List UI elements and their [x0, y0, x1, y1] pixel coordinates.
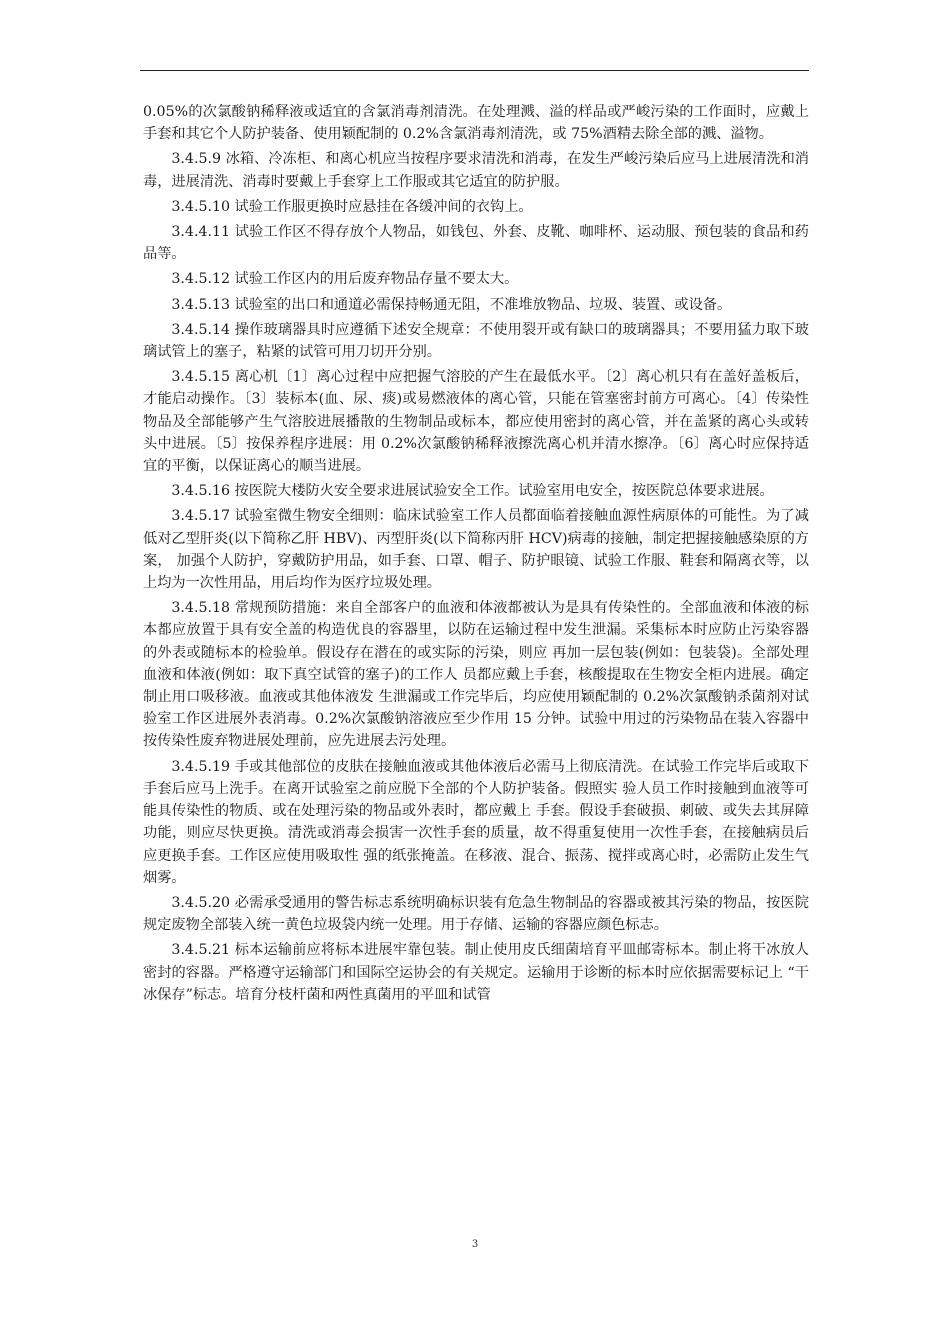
body-text: [143, 101, 809, 1009]
paragraph-3-4-5-17: 3.4.5.17 试验室微生物安全细则：临床试验室工作人员都面临着接触血源性病原体的可能性。为了减低对乙型肝炎(以下简称乙肝 HBV)、丙型肝炎(以下简称丙肝 HCV)病毒的接触，制定把握接触感染原的方案， 加强个人防护，穿戴防护用品，如手套、口罩、帽子、防护眼镜、试验工作服、鞋套和隔离衣等，以上均为一次性用品，用后均作为医疗垃圾处理。: [143, 508, 809, 592]
paragraph-3-4-5-9: 3.4.5.9 冰箱、冷冻柜、和离心机应当按程序要求清洗和消毒，在发生严峻污染后应马上进展清洗和消毒，进展清洗、消毒时要戴上手套穿上工作服或其它适宜的防护服。: [143, 151, 809, 190]
paragraph-3-4-5-19: 3.4.5.19 手或其他部位的皮肤在接触血液或其他体液后必需马上彻底清洗。在试验工作完毕后或取下手套后应马上洗手。在离开试验室之前应脱下全部的个人防护装备。假照实 验人员工作时接触到血液等可能具传染性的物质、或在处理污染的物品或外表时，都应戴上 手套。假设手套破损、刺破、或失去其屏障功能，则应尽快更换。清洗或消毒会损害一次性手套的质量，故不得重复使用一次性手套，在接触病员后应更换手套。工作区应使用吸取性 强的纸张掩盖。在移液、混合、振荡、搅拌或离心时，必需防止发生气烟雾。: [143, 758, 809, 886]
paragraph-3-4-5-21: 3.4.5.21 标本运输前应将标本进展牢靠包装。制止使用皮氏细菌培育平皿邮寄标本。制止将干冰放人密封的容器。严格遵守运输部门和国际空运协会的有关规定。运输用于诊断的标本时应依据需要标记上 “干冰保存”标志。培育分枝杆菌和两性真菌用的平皿和试管: [143, 942, 809, 1003]
header-rule: [140, 70, 809, 71]
paragraph-continued: 0.05%的次氯酸钠稀释液或适宜的含氯消毒剂清洗。在处理溅、溢的样品或严峻污染的工作面时，应戴上手套和其它个人防护装备、使用颖配制的 0.2%含氯消毒剂清洗，或 75%酒精去除全部的溅、溢物。: [143, 104, 809, 143]
paragraph-3-4-5-14: 3.4.5.14 操作玻璃器具时应遵循下述安全规章：不使用裂开或有缺口的玻璃器具；不要用猛力取下玻璃试管上的塞子，粘紧的试管可用刀切开分别。: [143, 321, 809, 361]
paragraph-3-4-5-10: 3.4.5.10 试验工作服更换时应悬挂在各缓冲间的衣钩上。: [171, 198, 533, 215]
paragraph-3-4-5-18: 3.4.5.18 常规预防措施：来自全部客户的血液和体液都被认为是具有传染性的。全部血液和体液的标本都应放置于具有安全盖的构造优良的容器里，以防在运输过程中发生泄漏。采集标本时应防止污染容器的外表或随标本的检验单。假设存在潜在的或实际的污染，则应 再加一层包装(例如：包装袋)。全部处理血液和体液(例如：取下真空试管的塞子)的工作人 员都应戴上手套，核酸提取在生物安全柜内进展。确定制止用口吸移液。血液或其他体液发 生泄漏或工作完毕后，均应使用颖配制的 0.2%次氯酸钠杀菌剂对试验室工作区进展外表消毒。0.2%次氯酸钠溶液应至少作用 15 分钟。试验中用过的污染物品在装入容器中按传染性废弃物进展处理前，应先进展去污处理。: [143, 600, 809, 750]
page-number: 3: [471, 1239, 479, 1250]
paragraph-3-4-5-13: 3.4.5.13 试验室的出口和通道必需保持畅通无阻，不准堆放物品、垃圾、装置、或设备。: [171, 296, 732, 313]
paragraph-3-4-5-15: 3.4.5.15 离心机〔1〕离心过程中应把握气溶胶的产生在最低水平。〔2〕离心机只有在盖好盖板后，才能启动操作。〔3〕装标本(血、尿、痰)或易燃液体的离心管，只能在管塞密封前方可离心。〔4〕传染性物品及全部能够产生气溶胶进展播散的生物制品或标本，都应使用密封的离心管，并在盖紧的离心头或转头中进展。〔5〕按保养程序进展：用 0.2%次氯酸钠稀释液擦洗离心机并清水擦净。〔6〕离心时应保持适宜的平衡，以保证离心的顺当进展。: [143, 369, 809, 475]
paragraph-3-4-4-11: 3.4.4.11 试验工作区不得存放个人物品，如钱包、外套、皮靴、咖啡杯、运动服、预包装的食品和药品等。: [143, 224, 809, 263]
paragraph-3-4-5-12: 3.4.5.12 试验工作区内的用后废弃物品存量不要太大。: [171, 271, 519, 288]
paragraph-3-4-5-16: 3.4.5.16 按医院大楼防火安全要求进展试验安全工作。试验室用电安全，按医院总体要求进展。: [171, 483, 774, 500]
paragraph-3-4-5-20: 3.4.5.20 必需承受通用的警告标志系统明确标识装有危急生物制品的容器或被其污染的物品，按医院规定废物全部装入统一黄色垃圾袋内统一处理。用于存储、运输的容器应颜色标志。: [143, 894, 809, 934]
